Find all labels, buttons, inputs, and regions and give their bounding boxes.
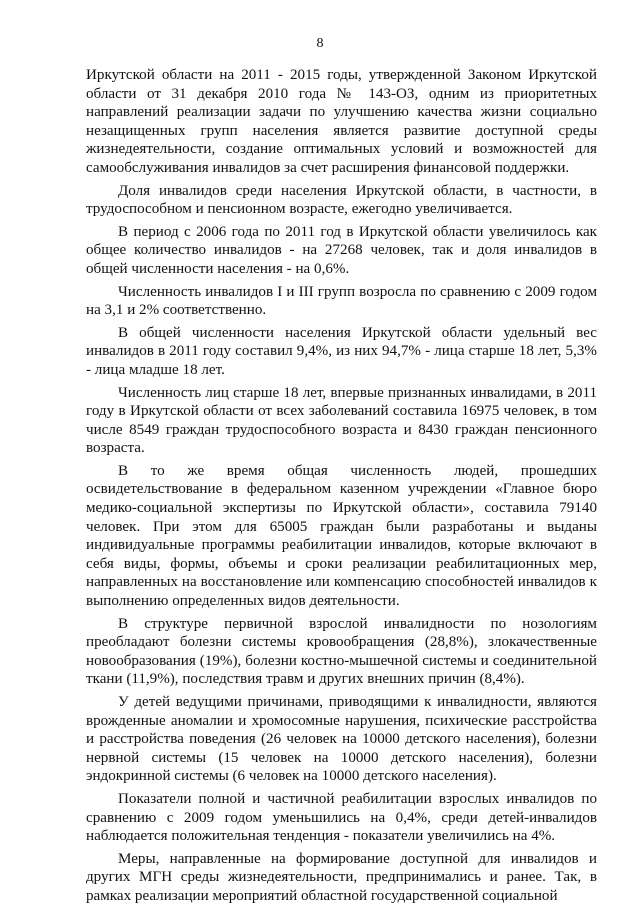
paragraph-11: Меры, направленные на формирование доступной для инвалидов и других МГН среды жизнедеятельности, предпринимались и ранее. Так, в рамках реализации мероприятий областной государственной социальной	[86, 850, 597, 904]
page-number: 8	[316, 36, 324, 51]
document-body	[86, 66, 597, 910]
paragraph-1: Иркутской области на 2011 - 2015 годы, утвержденной Законом Иркутской области от 31 декабря 2010 года № 143-ОЗ, одним из приоритетных направлений реализации задачи по улучшению качества жизни социально незащищенных групп населения является развитие доступной среды жизнедеятельности, создание оптимальных условий и возможностей для самообслуживания инвалидов за счет расширения финансовой поддержки.	[86, 67, 597, 176]
paragraph-6: Численность лиц старше 18 лет, впервые признанных инвалидами, в 2011 году в Иркутской области от всех заболеваний составила 16975 человек, в том числе 8549 граждан трудоспособного возраста и 8430 граждан пенсионного возраста.	[86, 384, 597, 457]
paragraph-4: Численность инвалидов I и III групп возросла по сравнению с 2009 годом на 3,1 и 2% соответственно.	[86, 283, 597, 319]
paragraph-5: В общей численности населения Иркутской области удельный вес инвалидов в 2011 году составил 9,4%, из них 94,7% - лица старше 18 лет, 5,3% - лица младше 18 лет.	[86, 324, 597, 378]
paragraph-8: В структуре первичной взрослой инвалидности по нозологиям преобладают болезни системы кровообращения (28,8%), злокачественные новообразования (19%), болезни костно-мышечной системы и соединительной ткани (11,9%), последствия травм и других внешних причин (8,4%).	[86, 615, 597, 688]
paragraph-9: У детей ведущими причинами, приводящими к инвалидности, являются врожденные аномалии и хромосомные нарушения, психические расстройства и расстройства поведения (26 человек на 10000 детского населения), болезни нервной системы (15 человек на 10000 детского населения), болезни эндокринной системы (6 человек на 10000 детского населения).	[86, 694, 597, 785]
paragraph-2: Доля инвалидов среди населения Иркутской области, в частности, в трудоспособном и пенсионном возрасте, ежегодно увеличивается.	[86, 182, 597, 218]
paragraph-7: В то же время общая численность людей, прошедших освидетельствование в федеральном казенном учреждении «Главное бюро медико-социальной экспертизы по Иркутской области», составила 79140 человек. При этом для 65005 граждан были разработаны и выданы индивидуальные программы реабилитации инвалидов, которые включают в себя виды, формы, объемы и сроки реализации реабилитационных мер, направленных на восстановление или компенсацию способностей инвалидов к выполнению определенных видов деятельности.	[86, 462, 597, 610]
paragraph-10: Показатели полной и частичной реабилитации взрослых инвалидов по сравнению с 2009 годом уменьшились на 0,4%, среди детей-инвалидов наблюдается положительная тенденция - показатели увеличились на 4%.	[86, 790, 597, 845]
paragraph-3: В период с 2006 года по 2011 год в Иркутской области увеличилось как общее количество инвалидов - на 27268 человек, так и доля инвалидов в общей численности населения - на 0,6%.	[86, 223, 597, 277]
